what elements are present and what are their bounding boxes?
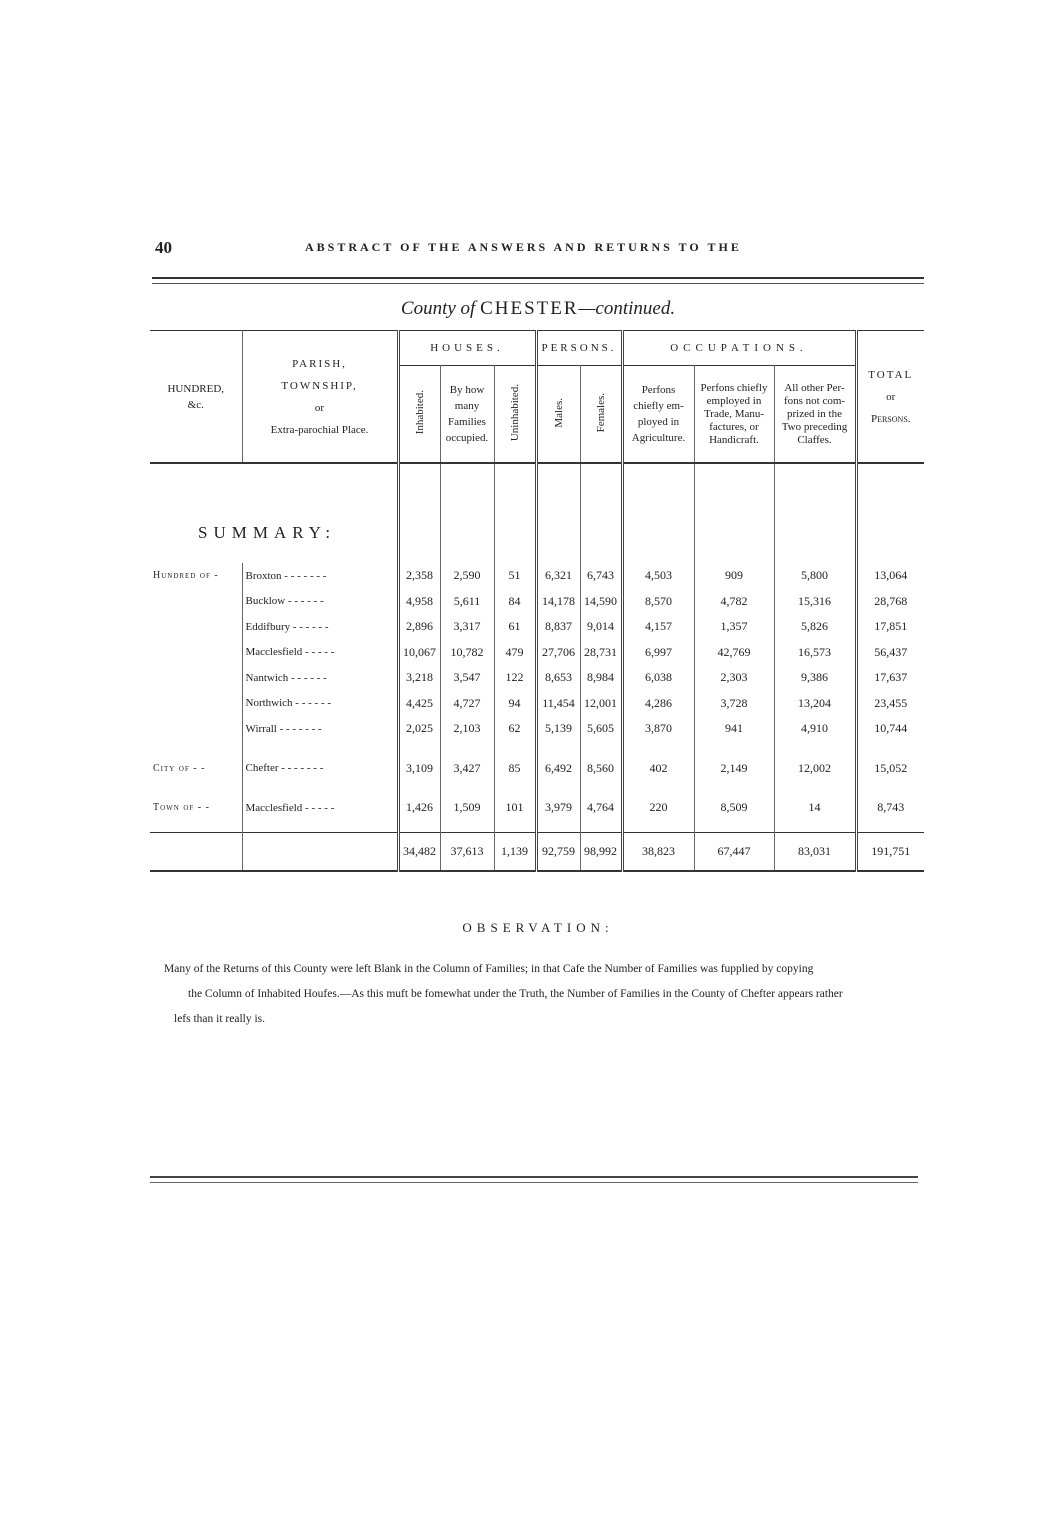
persons-header: PERSONS. <box>536 331 622 366</box>
cell-other: 12,002 <box>774 756 856 782</box>
cell-uninhabited: 94 <box>494 691 536 717</box>
other-header-5: Claffes. <box>797 433 832 446</box>
families-header-2: many <box>454 400 480 412</box>
females-header <box>580 366 622 464</box>
row-place: Northwich - - - - - - <box>242 691 398 717</box>
cell-other: 9,386 <box>774 665 856 691</box>
trade-header-2: employed in <box>706 394 762 407</box>
row-place: Wirrall - - - - - - - <box>242 716 398 742</box>
trade-header-5: Handicraft. <box>709 433 759 446</box>
totals-row <box>150 833 924 871</box>
city-row <box>150 756 924 782</box>
parish-header-3: or <box>314 401 325 414</box>
other-header-2: fons not com- <box>783 394 846 407</box>
agri-header-4: Agriculture. <box>631 432 686 444</box>
total-inhabited: 34,482 <box>398 833 440 871</box>
row-place: Chefter - - - - - - - <box>242 756 398 782</box>
cell-total: 15,052 <box>874 760 908 775</box>
row-group: City of - - <box>150 756 242 782</box>
agriculture-header <box>622 366 694 464</box>
trade-header <box>694 366 774 464</box>
cell-families: 1,509 <box>440 795 494 821</box>
cell-total: 56,437 <box>874 644 908 659</box>
cell-uninhabited: 122 <box>494 665 536 691</box>
cell-males: 6,321 <box>536 563 580 589</box>
inhabited-header <box>398 366 440 464</box>
trade-header-3: Trade, Manu- <box>703 407 765 420</box>
cell-families: 4,727 <box>440 691 494 717</box>
cell-total: 17,851 <box>874 619 908 634</box>
families-header-3: Families <box>448 416 486 428</box>
observation-line-3: lefs than it really is. <box>174 1013 266 1025</box>
row-place: Bucklow - - - - - - <box>242 589 398 615</box>
trade-header-4: factures, or <box>709 420 759 433</box>
table-row <box>150 691 924 717</box>
cell-males: 27,706 <box>536 640 580 666</box>
cell-females: 28,731 <box>580 640 622 666</box>
row-group <box>150 691 242 717</box>
cell-families: 3,317 <box>440 614 494 640</box>
hundred-header-text: HUNDRED, <box>167 382 225 395</box>
cell-inhabited: 4,425 <box>398 691 440 717</box>
cell-agriculture: 3,870 <box>622 716 694 742</box>
bottom-rule <box>150 1176 918 1183</box>
observation-title: OBSERVATION: <box>462 920 614 935</box>
trade-header-1: Perfons chiefly <box>700 381 768 394</box>
cell-agriculture: 8,570 <box>622 589 694 615</box>
other-header-1: All other Per- <box>784 381 845 394</box>
cell-males: 14,178 <box>536 589 580 615</box>
cell-total: 13,064 <box>874 568 908 583</box>
total-other: 83,031 <box>774 833 856 871</box>
uninhabited-header <box>494 366 536 464</box>
table-row <box>150 563 924 589</box>
parish-header-1: PARISH, <box>292 357 347 370</box>
cell-agriculture: 6,997 <box>622 640 694 666</box>
cell-inhabited: 3,109 <box>398 756 440 782</box>
parish-header <box>242 331 398 464</box>
total-females: 98,992 <box>580 833 622 871</box>
county-suffix: —continued. <box>578 298 676 319</box>
cell-other: 5,826 <box>774 614 856 640</box>
inhabited-header-text: Inhabited. <box>413 390 426 435</box>
cell-total: 10,744 <box>874 721 908 736</box>
county-heading <box>150 298 926 320</box>
occupations-header: OCCUPATIONS. <box>622 331 856 366</box>
table-row <box>150 614 924 640</box>
row-place: Eddifbury - - - - - - <box>242 614 398 640</box>
county-prefix: County of <box>400 298 476 319</box>
observation-line-2: the Column of Inhabited Houfes.—As this muft be fomewhat under the Truth, the Number of Families in the County of Chefter appears rather <box>188 988 843 1000</box>
families-header-1: By how <box>449 384 485 396</box>
table-row <box>150 589 924 615</box>
cell-total: 23,455 <box>874 695 908 710</box>
cell-agriculture: 4,286 <box>622 691 694 717</box>
cell-males: 11,454 <box>536 691 580 717</box>
row-group: Town of - - <box>150 795 242 821</box>
cell-males: 8,837 <box>536 614 580 640</box>
town-row <box>150 795 924 821</box>
males-header-text: Males. <box>552 397 565 428</box>
cell-uninhabited: 51 <box>494 563 536 589</box>
other-header <box>774 366 856 464</box>
row-group <box>150 589 242 615</box>
table-row <box>150 716 924 742</box>
cell-agriculture: 220 <box>622 795 694 821</box>
cell-agriculture: 4,157 <box>622 614 694 640</box>
cell-families: 3,547 <box>440 665 494 691</box>
cell-inhabited: 2,025 <box>398 716 440 742</box>
table-row <box>150 665 924 691</box>
cell-inhabited: 1,426 <box>398 795 440 821</box>
cell-trade: 909 <box>694 563 774 589</box>
row-group <box>150 665 242 691</box>
cell-males: 8,653 <box>536 665 580 691</box>
table-row <box>150 640 924 666</box>
total-header <box>856 331 924 464</box>
cell-agriculture: 6,038 <box>622 665 694 691</box>
cell-trade: 42,769 <box>694 640 774 666</box>
row-group <box>150 716 242 742</box>
total-header-3: Persons. <box>870 412 911 425</box>
cell-uninhabited: 61 <box>494 614 536 640</box>
other-header-4: Two preceding <box>781 420 848 433</box>
cell-females: 9,014 <box>580 614 622 640</box>
total-header-2: or <box>886 390 896 403</box>
cell-inhabited: 2,358 <box>398 563 440 589</box>
parish-header-2: TOWNSHIP, <box>281 379 358 392</box>
cell-females: 6,743 <box>580 563 622 589</box>
total-males: 92,759 <box>536 833 580 871</box>
total-agriculture: 38,823 <box>622 833 694 871</box>
cell-females: 8,560 <box>580 756 622 782</box>
agri-header-1: Perfons <box>641 384 676 396</box>
cell-inhabited: 3,218 <box>398 665 440 691</box>
cell-other: 13,204 <box>774 691 856 717</box>
total-trade: 67,447 <box>694 833 774 871</box>
cell-inhabited: 4,958 <box>398 589 440 615</box>
cell-trade: 3,728 <box>694 691 774 717</box>
cell-total: 8,743 <box>877 800 905 815</box>
cell-agriculture: 4,503 <box>622 563 694 589</box>
cell-other: 15,316 <box>774 589 856 615</box>
males-header <box>536 366 580 464</box>
cell-families: 10,782 <box>440 640 494 666</box>
cell-uninhabited: 101 <box>494 795 536 821</box>
cell-other: 14 <box>774 795 856 821</box>
cell-families: 2,103 <box>440 716 494 742</box>
cell-females: 4,764 <box>580 795 622 821</box>
cell-uninhabited: 85 <box>494 756 536 782</box>
cell-total: 28,768 <box>874 593 908 608</box>
cell-trade: 941 <box>694 716 774 742</box>
cell-males: 3,979 <box>536 795 580 821</box>
row-group <box>150 640 242 666</box>
cell-females: 14,590 <box>580 589 622 615</box>
cell-agriculture: 402 <box>622 756 694 782</box>
females-header-text: Females. <box>594 392 607 433</box>
cell-uninhabited: 84 <box>494 589 536 615</box>
cell-total: 17,637 <box>874 670 908 685</box>
cell-trade: 2,303 <box>694 665 774 691</box>
total-families: 37,613 <box>440 833 494 871</box>
total-header-1: TOTAL <box>868 368 914 381</box>
cell-inhabited: 2,896 <box>398 614 440 640</box>
cell-males: 5,139 <box>536 716 580 742</box>
cell-females: 12,001 <box>580 691 622 717</box>
county-name: CHESTER <box>480 298 579 319</box>
families-header <box>440 366 494 464</box>
cell-trade: 4,782 <box>694 589 774 615</box>
returns-table <box>150 330 924 872</box>
cell-other: 5,800 <box>774 563 856 589</box>
other-header-3: prized in the <box>787 407 842 420</box>
summary-label: SUMMARY: <box>150 503 398 563</box>
hundred-header-sub: &c. <box>187 398 204 411</box>
cell-females: 5,605 <box>580 716 622 742</box>
page-number: 40 <box>155 238 172 257</box>
total-uninhabited: 1,139 <box>494 833 536 871</box>
cell-other: 16,573 <box>774 640 856 666</box>
cell-inhabited: 10,067 <box>398 640 440 666</box>
cell-families: 3,427 <box>440 756 494 782</box>
cell-uninhabited: 479 <box>494 640 536 666</box>
running-title: ABSTRACT OF THE ANSWERS AND RETURNS TO THE <box>305 240 742 254</box>
cell-females: 8,984 <box>580 665 622 691</box>
cell-trade: 2,149 <box>694 756 774 782</box>
parish-header-4: Extra-parochial Place. <box>270 423 369 436</box>
uninhabited-header-text: Uninhabited. <box>508 383 521 442</box>
row-place: Broxton - - - - - - - <box>242 563 398 589</box>
cell-trade: 1,357 <box>694 614 774 640</box>
observation-line-1: Many of the Returns of this County were left Blank in the Column of Families; in that Cafe the Number of Families was fupplied by copying <box>164 963 814 975</box>
cell-uninhabited: 62 <box>494 716 536 742</box>
observation-text <box>164 957 919 1032</box>
agri-header-2: chiefly em- <box>633 400 684 412</box>
top-rule <box>152 277 924 284</box>
row-group <box>150 614 242 640</box>
hundred-header <box>150 331 242 464</box>
cell-other: 4,910 <box>774 716 856 742</box>
families-header-4: occupied. <box>445 432 489 444</box>
row-place: Macclesfield - - - - - <box>242 795 398 821</box>
houses-header: HOUSES. <box>398 331 536 366</box>
row-place: Macclesfield - - - - - <box>242 640 398 666</box>
cell-males: 6,492 <box>536 756 580 782</box>
row-group: Hundred of - <box>150 563 242 589</box>
cell-families: 5,611 <box>440 589 494 615</box>
total-persons: 191,751 <box>856 833 924 871</box>
cell-trade: 8,509 <box>694 795 774 821</box>
cell-families: 2,590 <box>440 563 494 589</box>
row-place: Nantwich - - - - - - <box>242 665 398 691</box>
agri-header-3: ployed in <box>637 416 680 428</box>
